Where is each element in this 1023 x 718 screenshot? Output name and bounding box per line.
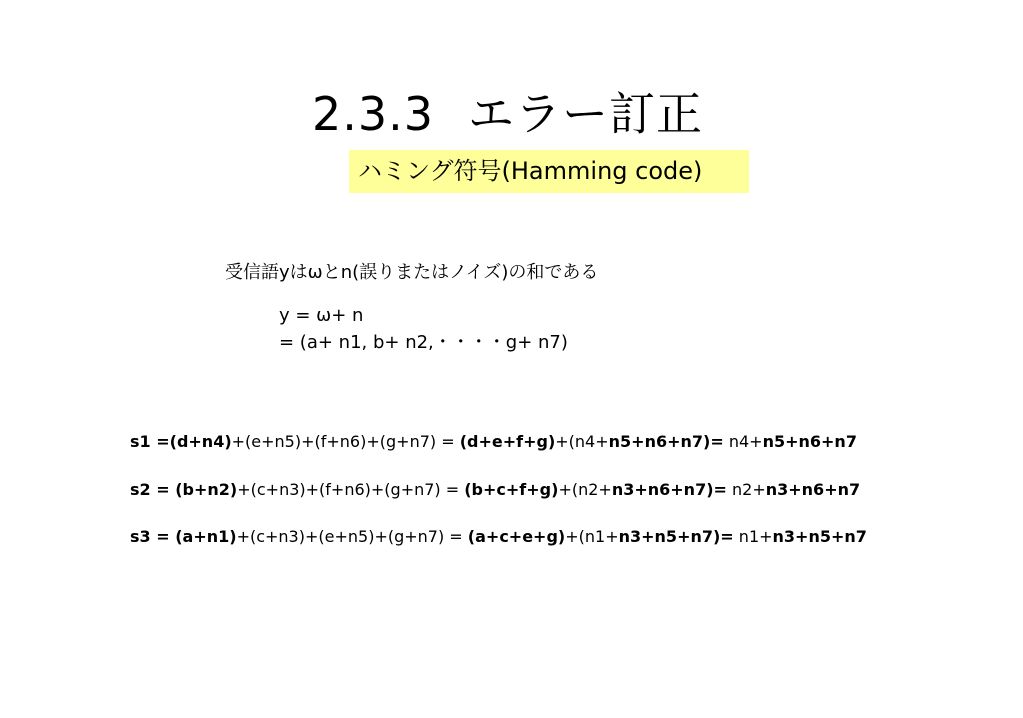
syndrome-bold-part: n5+n6+n7 <box>762 432 857 451</box>
syndrome-part: +(c+n3)+(f+n6)+(g+n7) = <box>237 480 465 499</box>
syndrome-bold-part: (a+c+e+g) <box>467 527 566 546</box>
page-title <box>312 84 732 144</box>
syndrome-head: s2 = (b+n2) <box>130 480 238 499</box>
syndrome-bold-part: n3+n6+n7 <box>765 480 861 499</box>
syndrome-bold-part: n3+n5+n7)= <box>618 527 734 546</box>
syndrome-s3 <box>130 526 867 548</box>
syndrome-part: +(n4+ <box>555 432 609 451</box>
syndrome-part: +(n1+ <box>565 527 619 546</box>
equation-line-2: = (a+ n1, b+ n2,・・・・g+ n7) <box>279 332 568 353</box>
syndrome-bold-part: n5+n6+n7)= <box>608 432 724 451</box>
syndrome-part: n4+ <box>723 432 763 451</box>
syndrome-head: s3 = (a+n1) <box>130 527 237 546</box>
syndrome-bold-part: (b+c+f+g) <box>464 480 559 499</box>
syndrome-part: +(n2+ <box>558 480 612 499</box>
syndrome-part: +(e+n5)+(f+n6)+(g+n7) = <box>231 432 460 451</box>
equation-line-1: y = ω+ n <box>279 305 364 326</box>
syndrome-part: n1+ <box>733 527 773 546</box>
syndrome-bold-part: (d+e+f+g) <box>459 432 556 451</box>
syndrome-part: n2+ <box>726 480 766 499</box>
section-title: エラー訂正 <box>468 87 704 141</box>
syndrome-s1 <box>130 431 857 453</box>
section-number: 2.3.3 <box>312 87 435 141</box>
syndrome-s2 <box>130 479 860 501</box>
intro-text: 受信語yはωとn(誤りまたはノイズ)の和である <box>225 262 599 283</box>
syndrome-head: s1 =(d+n4) <box>130 432 232 451</box>
syndrome-bold-part: n3+n5+n7 <box>772 527 867 546</box>
syndrome-bold-part: n3+n6+n7)= <box>611 480 727 499</box>
syndrome-part: +(c+n3)+(e+n5)+(g+n7) = <box>236 527 468 546</box>
subtitle-highlight: ハミング符号(Hamming code) <box>349 150 749 193</box>
